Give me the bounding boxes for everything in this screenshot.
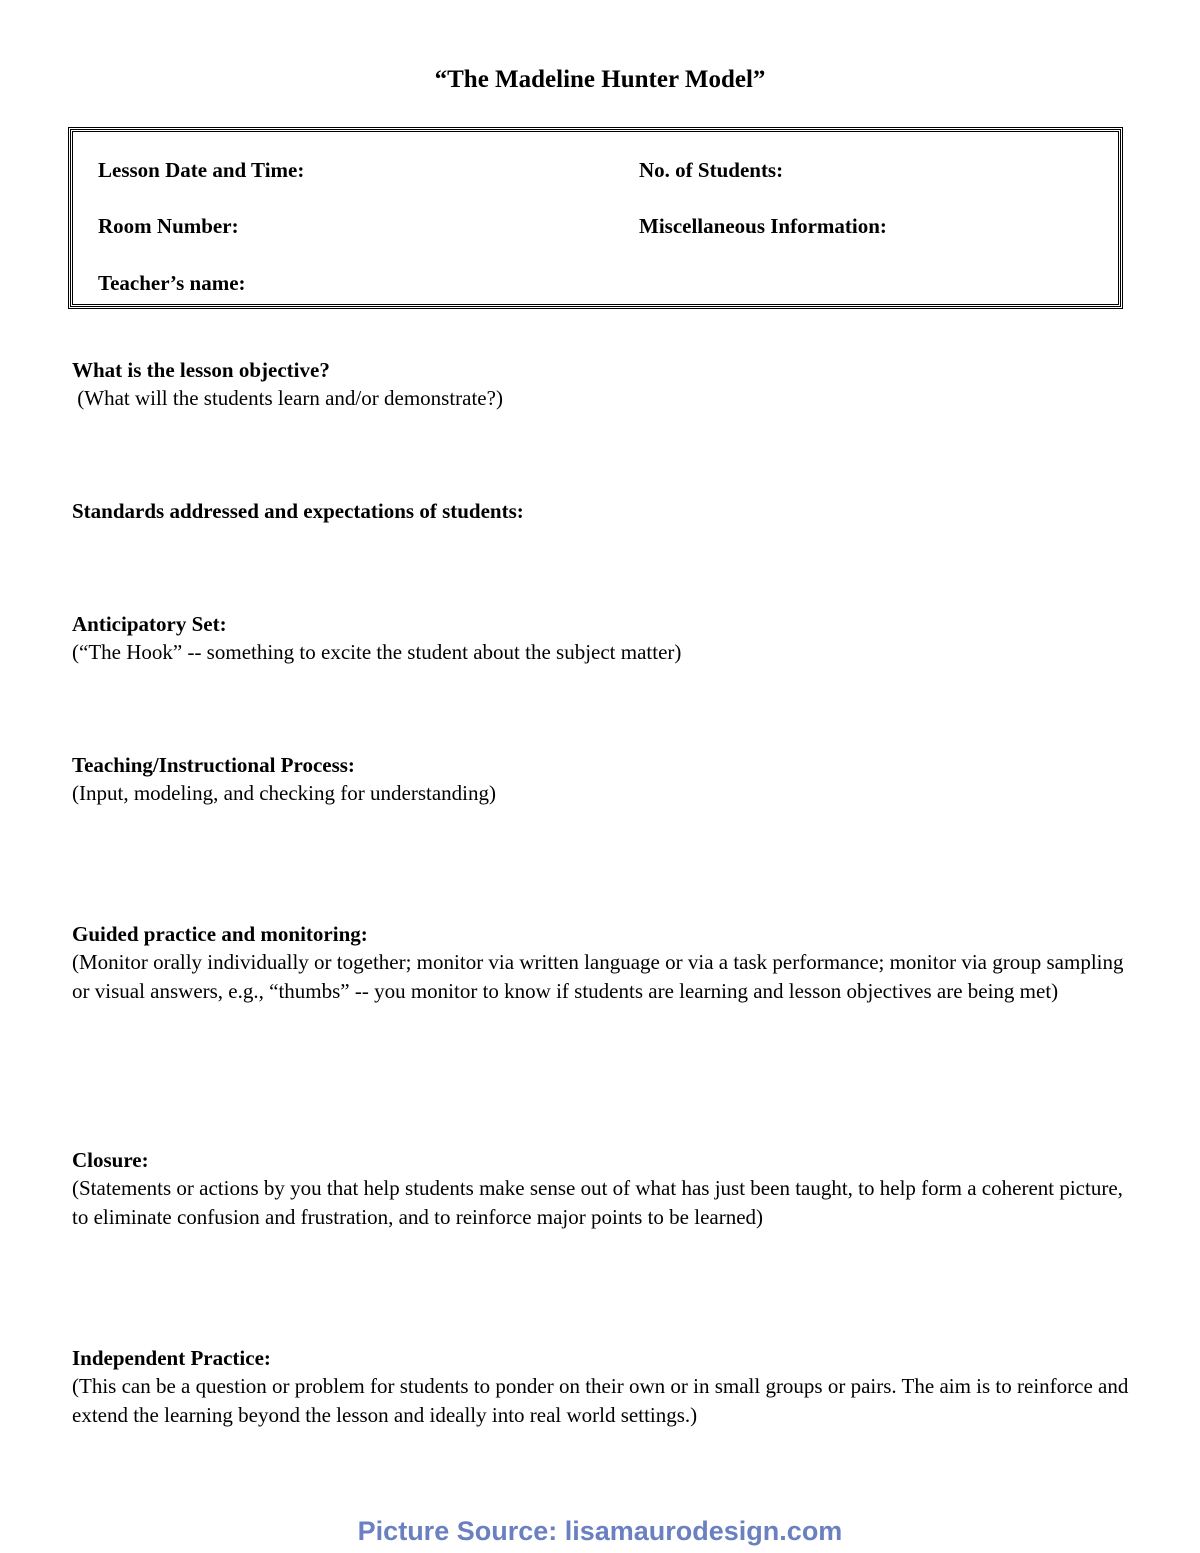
section-heading: What is the lesson objective?: [72, 358, 330, 382]
section-description: (What will the students learn and/or demonstrate?): [72, 386, 503, 410]
section-teaching-process: [72, 751, 1132, 808]
section-description: (Statements or actions by you that help students make sense out of what has just been taught, to help form a coherent picture, to eliminate confusion and frustration, and to reinforce major points to be learned): [72, 1176, 1123, 1229]
document-title: “The Madeline Hunter Model”: [434, 66, 766, 93]
no-of-students-label: No. of Students:: [639, 158, 784, 182]
section-anticipatory-set: [72, 610, 1132, 667]
section-description: (Monitor orally individually or together; monitor via written language or via a task performance; monitor via group sampling or visual answers, e.g., “thumbs” -- you monitor to know if students are learning and lesson objectives are being met): [72, 950, 1124, 1003]
section-independent-practice: [72, 1344, 1132, 1429]
section-heading: Standards addressed and expectations of students:: [72, 499, 524, 523]
section-description: (This can be a question or problem for students to ponder on their own or in small groups or pairs. The aim is to reinforce and extend the learning beyond the lesson and ideally into real world settings.): [72, 1374, 1129, 1427]
section-heading: Closure:: [72, 1148, 149, 1172]
teacher-name-label: Teacher’s name:: [98, 271, 246, 295]
section-lesson-objective: [72, 356, 1132, 413]
section-heading: Guided practice and monitoring:: [72, 922, 368, 946]
section-heading: Independent Practice:: [72, 1346, 271, 1370]
section-standards: [72, 497, 1132, 525]
room-number-label: Room Number:: [98, 214, 239, 238]
section-guided-practice: [72, 920, 1132, 1005]
section-heading: Anticipatory Set:: [72, 612, 227, 636]
misc-information-label: Miscellaneous Information:: [639, 214, 887, 238]
section-description: (Input, modeling, and checking for understanding): [72, 781, 496, 805]
section-heading: Teaching/Instructional Process:: [72, 753, 355, 777]
section-closure: [72, 1146, 1132, 1231]
lesson-date-time-label: Lesson Date and Time:: [98, 158, 305, 182]
section-description: (“The Hook” -- something to excite the student about the subject matter): [72, 640, 682, 664]
picture-source-caption: Picture Source: lisamaurodesign.com: [357, 1516, 843, 1546]
